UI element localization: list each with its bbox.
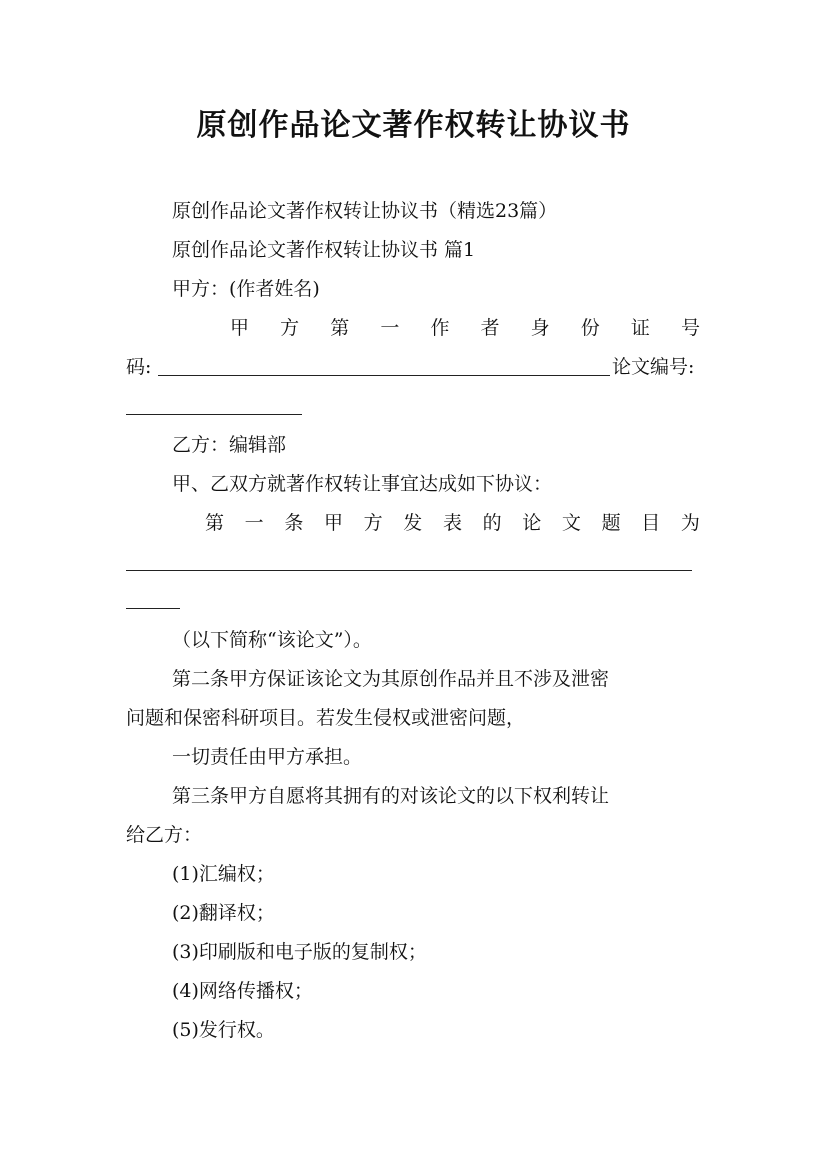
right-item-1: (1)汇编权； [172, 863, 275, 885]
article-3-line-2: 给乙方： [126, 824, 203, 846]
article-2-line-1: 第二条甲方保证该论文为其原创作品并且不涉及泄密 [172, 668, 610, 690]
right-item-3: (3)印刷版和电子版的复制权； [172, 941, 427, 963]
party-a-line: 甲方：(作者姓名) [172, 278, 320, 300]
paper-number-blank [126, 414, 302, 415]
article-1-line: 第 一 条 甲 方 发 表 的 论 文 题 目 为 [205, 512, 700, 534]
subtitle-line: 原创作品论文著作权转让协议书（精选23篇） [172, 200, 558, 222]
paper-title-blank-2 [126, 608, 180, 609]
id-number-label: 甲 方 第 一 作 者 身 份 证 号 [230, 317, 700, 339]
id-number-label-end: 码: [126, 356, 152, 378]
paper-number-label: 论文编号: [612, 356, 695, 378]
paper-title-blank-1 [126, 570, 692, 571]
party-b-line: 乙方：编辑部 [172, 434, 287, 456]
right-item-4: (4)网络传播权； [172, 980, 313, 1002]
document-title: 原创作品论文著作权转让协议书 [196, 108, 631, 143]
id-number-blank [158, 375, 610, 376]
article-1-end: （以下简称“该论文”）。 [172, 629, 372, 651]
article-3-line-1: 第三条甲方自愿将其拥有的对该论文的以下权利转让 [172, 785, 610, 807]
agreement-intro: 甲、乙双方就著作权转让事宜达成如下协议： [172, 473, 553, 495]
right-item-5: (5)发行权。 [172, 1019, 275, 1041]
right-item-2: (2)翻译权； [172, 902, 275, 924]
chapter-heading: 原创作品论文著作权转让协议书 篇1 [172, 239, 476, 261]
article-2-line-3: 一切责任由甲方承担。 [172, 746, 363, 768]
article-2-line-2: 问题和保密科研项目。若发生侵权或泄密问题， [126, 707, 526, 729]
